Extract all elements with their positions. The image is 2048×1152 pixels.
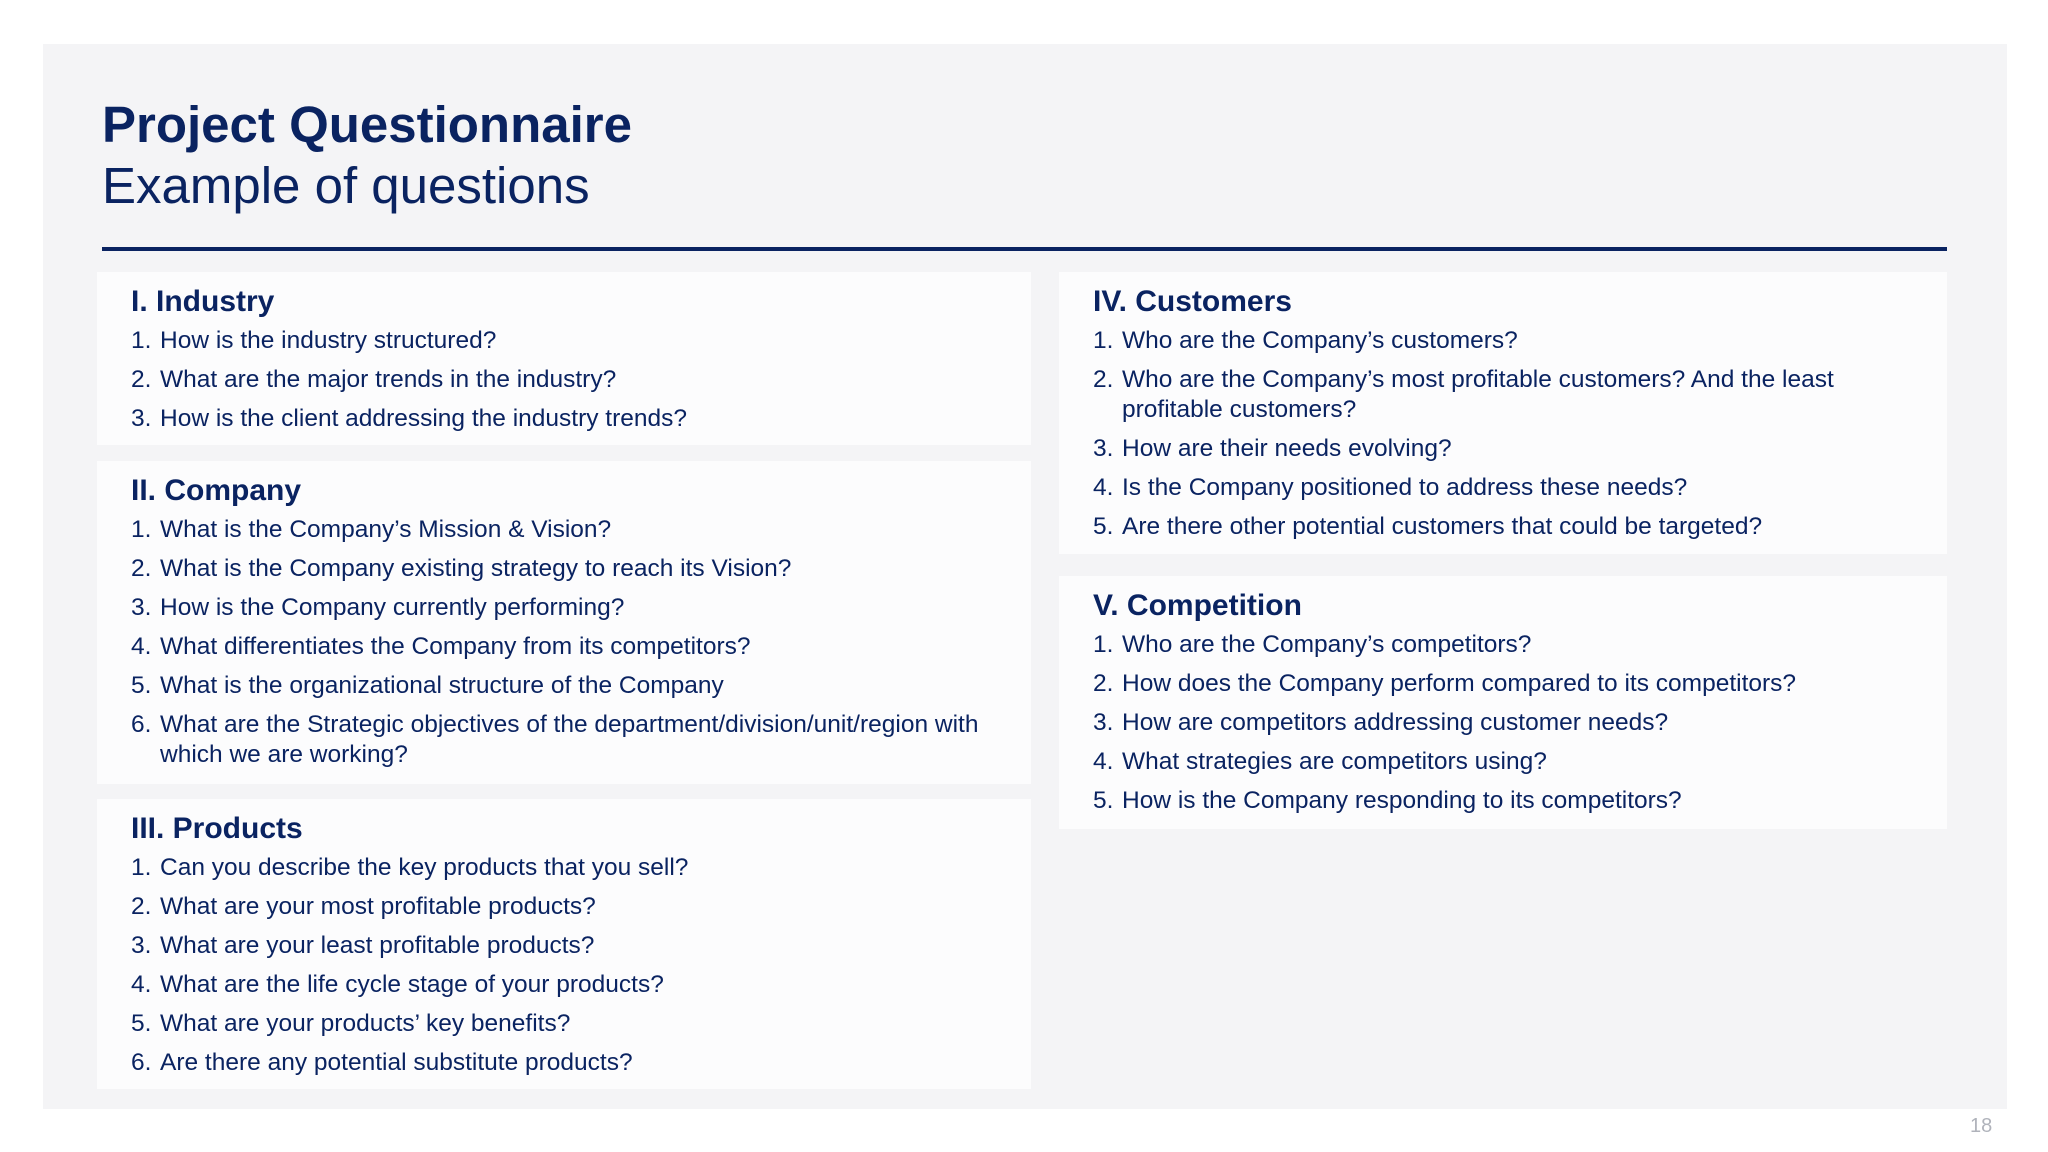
item-number: 3.	[131, 594, 152, 621]
question-list	[131, 515, 1001, 770]
item-number: 6.	[131, 711, 152, 738]
item-text: Who are the Company’s most profitable customers? And the least profitable customers?	[1122, 366, 1834, 423]
list-item	[131, 404, 1001, 434]
item-text: What strategies are competitors using?	[1122, 748, 1547, 775]
item-text: What is the Company existing strategy to reach its Vision?	[160, 555, 792, 582]
list-item	[1093, 512, 1917, 542]
item-number: 5.	[1093, 787, 1114, 814]
list-item	[131, 554, 1001, 584]
item-text: How are competitors addressing customer needs?	[1122, 709, 1669, 736]
list-item	[1093, 786, 1917, 816]
item-text: What is the Company’s Mission & Vision?	[160, 516, 612, 543]
item-text: What differentiates the Company from its competitors?	[160, 633, 751, 660]
item-text: Who are the Company’s customers?	[1122, 327, 1518, 354]
list-item	[131, 326, 1001, 356]
list-item	[1093, 473, 1917, 503]
question-list	[131, 853, 1001, 1078]
item-text: What are the major trends in the industry?	[160, 366, 617, 393]
item-text: What are your most profitable products?	[160, 893, 596, 920]
item-text: How are their needs evolving?	[1122, 435, 1452, 462]
item-text: Can you describe the key products that you sell?	[160, 854, 689, 881]
question-list	[1093, 326, 1917, 542]
item-text: How is the Company currently performing?	[160, 594, 625, 621]
section-heading: I. Industry	[131, 285, 275, 318]
item-text: Is the Company positioned to address these needs?	[1122, 474, 1688, 501]
item-number: 2.	[131, 555, 152, 582]
item-number: 2.	[131, 893, 152, 920]
item-text: How is the Company responding to its competitors?	[1122, 787, 1682, 814]
list-item	[131, 892, 1001, 922]
title-block	[102, 94, 632, 216]
item-text: What are the life cycle stage of your products?	[160, 971, 664, 998]
item-number: 5.	[131, 672, 152, 699]
list-item	[1093, 708, 1917, 738]
list-item	[1093, 326, 1917, 356]
list-item	[1093, 630, 1917, 660]
item-number: 3.	[1093, 709, 1114, 736]
item-text: How does the Company perform compared to its competitors?	[1122, 670, 1797, 697]
item-number: 1.	[1093, 327, 1114, 354]
list-item	[131, 515, 1001, 545]
list-item	[131, 671, 1001, 701]
item-number: 3.	[131, 405, 152, 432]
list-item	[131, 710, 1001, 770]
section-heading: III. Products	[131, 812, 303, 845]
list-item	[131, 970, 1001, 1000]
list-item	[1093, 365, 1917, 425]
question-list	[1093, 630, 1917, 816]
item-number: 5.	[1093, 513, 1114, 540]
section-competition	[1059, 576, 1947, 829]
title-divider	[102, 247, 1947, 251]
item-number: 1.	[1093, 631, 1114, 658]
section-industry	[97, 272, 1031, 445]
page-subtitle: Example of questions	[102, 157, 590, 215]
list-item	[131, 1009, 1001, 1039]
item-number: 1.	[131, 516, 152, 543]
section-heading: IV. Customers	[1093, 285, 1292, 318]
item-text: What are the Strategic objectives of the department/division/unit/region with which we are working?	[160, 711, 979, 768]
list-item	[131, 931, 1001, 961]
item-number: 6.	[131, 1049, 152, 1076]
section-customers	[1059, 272, 1947, 554]
list-item	[131, 1048, 1001, 1078]
item-number: 1.	[131, 327, 152, 354]
page-number: 18	[1970, 1115, 1993, 1137]
question-list	[131, 326, 1001, 434]
section-heading: V. Competition	[1093, 589, 1302, 622]
item-number: 4.	[1093, 474, 1114, 501]
item-text: Who are the Company’s competitors?	[1122, 631, 1532, 658]
item-number: 3.	[131, 932, 152, 959]
list-item	[1093, 434, 1917, 464]
item-number: 4.	[131, 971, 152, 998]
section-heading: II. Company	[131, 474, 302, 507]
section-products	[97, 799, 1031, 1089]
item-text: What are your products’ key benefits?	[160, 1010, 571, 1037]
item-text: Are there other potential customers that could be targeted?	[1122, 513, 1763, 540]
list-item	[1093, 747, 1917, 777]
list-item	[131, 365, 1001, 395]
list-item	[131, 853, 1001, 883]
item-number: 3.	[1093, 435, 1114, 462]
item-number: 5.	[131, 1010, 152, 1037]
item-text: What is the organizational structure of the Company	[160, 672, 724, 699]
item-number: 4.	[131, 633, 152, 660]
item-number: 2.	[131, 366, 152, 393]
item-text: Are there any potential substitute products?	[160, 1049, 633, 1076]
list-item	[131, 632, 1001, 662]
item-number: 2.	[1093, 670, 1114, 697]
item-number: 1.	[131, 854, 152, 881]
item-number: 2.	[1093, 366, 1114, 393]
slide	[43, 44, 2007, 1109]
page-title: Project Questionnaire	[102, 96, 632, 153]
item-text: What are your least profitable products?	[160, 932, 595, 959]
item-text: How is the client addressing the industry trends?	[160, 405, 688, 432]
item-number: 4.	[1093, 748, 1114, 775]
item-text: How is the industry structured?	[160, 327, 497, 354]
section-company	[97, 461, 1031, 784]
list-item	[131, 593, 1001, 623]
list-item	[1093, 669, 1917, 699]
